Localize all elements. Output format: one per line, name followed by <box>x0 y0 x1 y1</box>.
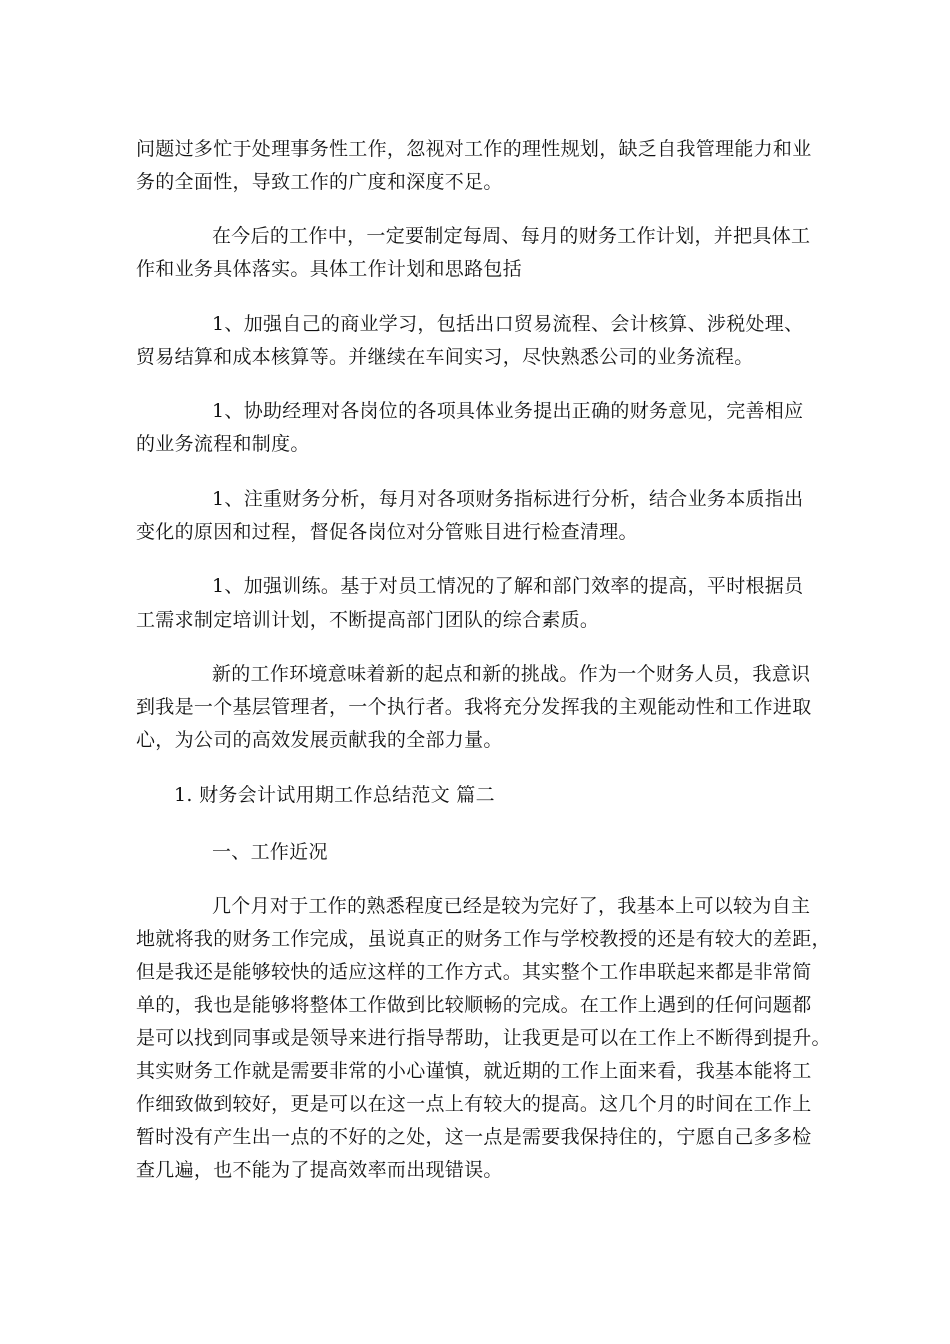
list-item-line: 的业务流程和制度。 <box>136 433 310 455</box>
list-item-line: 贸易结算和成本核算等。并继续在车间实习，尽快熟悉公司的业务流程。 <box>136 346 754 368</box>
paragraph-line: 作细致做到较好，更是可以在这一点上有较大的提高。这几个月的时间在工作上 <box>136 1093 812 1115</box>
paragraph-line: 单的，我也是能够将整体工作做到比较顺畅的完成。在工作上遇到的任何问题都 <box>136 994 812 1016</box>
paragraph-line: 但是我还是能够较快的适应这样的工作方式。其实整个工作串联起来都是非常简 <box>136 961 812 983</box>
subsection-heading: 一、工作近况 <box>212 841 328 863</box>
paragraph-line: 在今后的工作中，一定要制定每周、每月的财务工作计划，并把具体工 <box>212 225 811 247</box>
paragraph-line: 查几遍，也不能为了提高效率而出现错误。 <box>136 1159 503 1181</box>
list-item-line: 1、加强训练。基于对员工情况的了解和部门效率的提高，平时根据员 <box>212 575 804 597</box>
paragraph-line: 暂时没有产生出一点的不好的之处，这一点是需要我保持住的，宁愿自己多多检 <box>136 1126 812 1148</box>
list-item-line: 1、注重财务分析，每月对各项财务指标进行分析，结合业务本质指出 <box>212 488 804 510</box>
paragraph-line: 几个月对于工作的熟悉程度已经是较为完好了，我基本上可以较为自主 <box>212 895 811 917</box>
paragraph-line: 其实财务工作就是需要非常的小心谨慎，就近期的工作上面来看，我基本能将工 <box>136 1060 812 1082</box>
paragraph-line: 心，为公司的高效发展贡献我的全部力量。 <box>136 729 503 751</box>
list-item-line: 1、协助经理对各岗位的各项具体业务提出正确的财务意见，完善相应 <box>212 400 804 422</box>
paragraph-line: 新的工作环境意味着新的起点和新的挑战。作为一个财务人员，我意识 <box>212 663 811 685</box>
paragraph-line: 作和业务具体落实。具体工作计划和思路包括 <box>136 258 523 280</box>
paragraph-line: 地就将我的财务工作完成，虽说真正的财务工作与学校教授的还是有较大的差距， <box>136 928 831 950</box>
list-item-line: 工需求制定培训计划，不断提高部门团队的综合素质。 <box>136 609 600 631</box>
section-heading: 1. 财务会计试用期工作总结范文 篇二 <box>174 784 495 806</box>
paragraph-line: 到我是一个基层管理者，一个执行者。我将充分发挥我的主观能动性和工作进取 <box>136 696 812 718</box>
paragraph-line: 问题过多忙于处理事务性工作，忽视对工作的理性规划，缺乏自我管理能力和业 <box>136 138 812 160</box>
list-item-line: 变化的原因和过程，督促各岗位对分管账目进行检查清理。 <box>136 521 638 543</box>
paragraph-line: 是可以找到同事或是领导来进行指导帮助，让我更是可以在工作上不断得到提升。 <box>136 1027 831 1049</box>
list-item-line: 1、加强自己的商业学习，包括出口贸易流程、会计核算、涉税处理、 <box>212 313 804 335</box>
paragraph-line: 务的全面性，导致工作的广度和深度不足。 <box>136 171 503 193</box>
